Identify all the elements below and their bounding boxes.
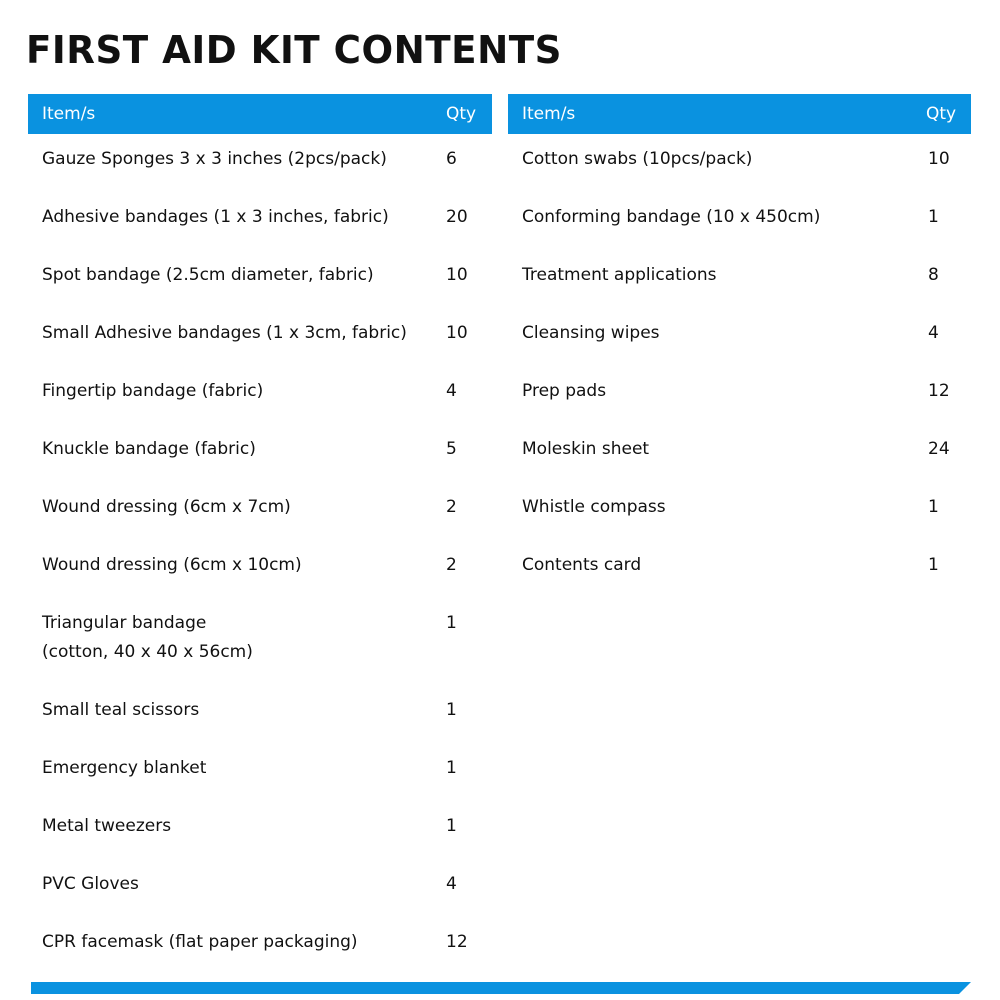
table-row bbox=[508, 192, 971, 250]
footer-bar-tip bbox=[959, 982, 971, 994]
item-name: Metal tweezers bbox=[42, 816, 172, 836]
table-row bbox=[28, 250, 492, 308]
item-qty: 12 bbox=[446, 932, 468, 952]
item-name: Small Adhesive bandages (1 x 3cm, fabric) bbox=[42, 323, 407, 343]
item-name: Emergency blanket bbox=[42, 758, 207, 778]
table-row bbox=[28, 917, 492, 975]
table-row bbox=[508, 250, 971, 308]
item-qty: 1 bbox=[928, 497, 939, 517]
table-row bbox=[28, 366, 492, 424]
item-qty: 8 bbox=[928, 265, 939, 285]
item-name: Moleskin sheet bbox=[522, 439, 650, 459]
item-qty: 4 bbox=[446, 874, 457, 894]
item-qty: 5 bbox=[446, 439, 457, 459]
item-qty: 10 bbox=[446, 265, 468, 285]
item-name: Wound dressing (6cm x 7cm) bbox=[42, 497, 291, 517]
item-name: Wound dressing (6cm x 10cm) bbox=[42, 555, 302, 575]
table-body bbox=[28, 134, 492, 975]
item-name: Prep pads bbox=[522, 381, 607, 401]
table-row bbox=[508, 308, 971, 366]
table-row bbox=[28, 134, 492, 192]
table-row bbox=[28, 540, 492, 598]
table-row bbox=[508, 134, 971, 192]
item-qty: 10 bbox=[928, 149, 950, 169]
item-name: Adhesive bandages (1 x 3 inches, fabric) bbox=[42, 207, 389, 227]
item-qty: 1 bbox=[446, 816, 457, 836]
item-qty: 4 bbox=[928, 323, 939, 343]
item-qty: 2 bbox=[446, 497, 457, 517]
item-name: Whistle compass bbox=[522, 497, 666, 517]
item-qty: 10 bbox=[446, 323, 468, 343]
item-qty: 2 bbox=[446, 555, 457, 575]
item-name: Contents card bbox=[522, 555, 642, 575]
table-row bbox=[28, 859, 492, 917]
table-row bbox=[28, 482, 492, 540]
item-name: Conforming bandage (10 x 450cm) bbox=[522, 207, 821, 227]
qty-column-header: Qty bbox=[926, 104, 957, 124]
item-qty: 1 bbox=[928, 555, 939, 575]
item-qty: 1 bbox=[446, 700, 457, 720]
item-qty: 1 bbox=[928, 207, 939, 227]
item-name: PVC Gloves bbox=[42, 874, 139, 894]
item-name: Triangular bandage (cotton, 40 x 40 x 56cm) bbox=[42, 613, 253, 662]
item-name: CPR facemask (flat paper packaging) bbox=[42, 932, 358, 952]
item-column-header: Item/s bbox=[42, 104, 96, 124]
table-row bbox=[28, 598, 492, 685]
table-row bbox=[508, 424, 971, 482]
footer-accent-bar bbox=[31, 982, 972, 994]
item-name: Small teal scissors bbox=[42, 700, 200, 720]
table-header bbox=[508, 94, 971, 134]
item-qty: 1 bbox=[446, 613, 457, 633]
table-row bbox=[28, 308, 492, 366]
item-column-header: Item/s bbox=[522, 104, 576, 124]
item-qty: 6 bbox=[446, 149, 457, 169]
page-title: FIRST AID KIT CONTENTS bbox=[26, 28, 562, 72]
table-row bbox=[28, 424, 492, 482]
table-row bbox=[28, 685, 492, 743]
item-name: Spot bandage (2.5cm diameter, fabric) bbox=[42, 265, 374, 285]
right-contents-table bbox=[508, 94, 971, 598]
qty-column-header: Qty bbox=[446, 104, 477, 124]
item-name: Cleansing wipes bbox=[522, 323, 660, 343]
item-qty: 20 bbox=[446, 207, 468, 227]
item-name: Treatment applications bbox=[522, 265, 717, 285]
footer-bar-body bbox=[31, 982, 959, 994]
table-row bbox=[508, 366, 971, 424]
left-contents-table bbox=[28, 94, 492, 975]
item-qty: 12 bbox=[928, 381, 950, 401]
item-qty: 1 bbox=[446, 758, 457, 778]
item-name: Gauze Sponges 3 x 3 inches (2pcs/pack) bbox=[42, 149, 387, 169]
table-row bbox=[508, 540, 971, 598]
item-name: Fingertip bandage (fabric) bbox=[42, 381, 264, 401]
table-row bbox=[28, 192, 492, 250]
table-row bbox=[508, 482, 971, 540]
item-qty: 4 bbox=[446, 381, 457, 401]
item-qty: 24 bbox=[928, 439, 950, 459]
item-name: Cotton swabs (10pcs/pack) bbox=[522, 149, 753, 169]
table-row bbox=[28, 743, 492, 801]
table-body bbox=[508, 134, 971, 598]
table-header bbox=[28, 94, 492, 134]
item-name: Knuckle bandage (fabric) bbox=[42, 439, 256, 459]
table-row bbox=[28, 801, 492, 859]
